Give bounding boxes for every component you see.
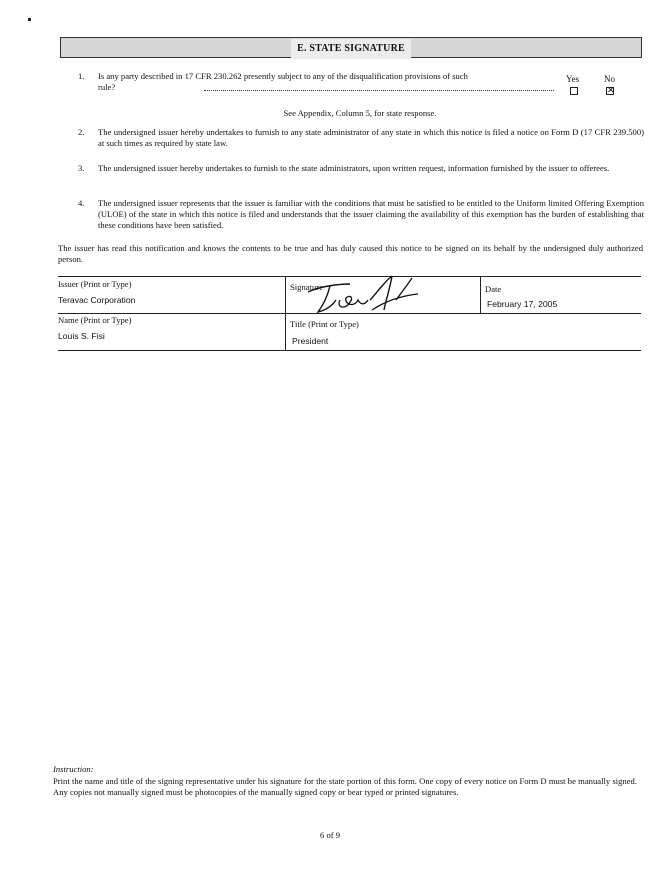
scan-speck	[28, 18, 31, 21]
issuer-field[interactable]: Teravac Corporation	[58, 295, 136, 305]
title-field[interactable]: President	[292, 336, 329, 346]
form-divider-1	[285, 276, 286, 350]
yes-checkbox[interactable]	[570, 87, 578, 95]
instruction-text: Print the name and title of the signing representative under his signature for the state portion of this form. One copy of every notice on Form D must be manually signed. Any copies not manually signed must be photocopies of the manually signed copy or bear typed or printed signatures.	[53, 776, 637, 797]
item-number: 1.	[78, 71, 85, 81]
declaration-text: The issuer has read this notification and knows the contents to be true and has duly caused this notice to be signed on its behalf by the undersigned duly authorized person.	[58, 243, 643, 264]
date-label: Date	[485, 284, 502, 294]
issuer-label: Issuer (Print or Type)	[58, 279, 132, 289]
dotted-leader	[204, 90, 554, 91]
item-number: 3.	[78, 163, 85, 173]
item-text: The undersigned issuer hereby undertakes to furnish to the state administrators, upon written request, information furnished by the issuer to offerees.	[98, 163, 610, 173]
section-header	[60, 37, 642, 58]
form-bottom-rule	[58, 350, 641, 351]
name-label: Name (Print or Type)	[58, 315, 132, 325]
signature-label: Signature	[290, 282, 323, 292]
item-text: The undersigned issuer represents that the issuer is familiar with the conditions that must be satisfied to be entitled to the Uniform limited Offering Exemption (ULOE) of the state in which this notice is filed and understands that the issuer claiming the availability of this exemption has the burden of establishing that these conditions have been satisfied.	[98, 198, 644, 230]
no-checkbox[interactable]: ✕	[607, 86, 615, 96]
item-number: 2.	[78, 127, 85, 137]
form-divider-2	[480, 276, 481, 313]
yes-label: Yes	[566, 74, 580, 84]
section-title: E. STATE SIGNATURE	[291, 39, 411, 59]
no-label: No	[604, 74, 615, 84]
title-label: Title (Print or Type)	[290, 319, 359, 329]
item-number: 4.	[78, 198, 85, 208]
name-field[interactable]: Louis S. Fisi	[58, 331, 105, 341]
date-field[interactable]: February 17, 2005	[487, 299, 558, 309]
item-text: The undersigned issuer hereby undertakes to furnish to any state administrator of any state in which this notice is filed a notice on Form D (17 CFR 239.500) at such times as required by state law.	[98, 127, 644, 148]
instruction-title: Instruction:	[53, 764, 94, 774]
handwritten-signature	[300, 270, 430, 322]
item-text: Is any party described in 17 CFR 230.262 presently subject to any of the disqualification provisions of such rule?	[98, 71, 468, 92]
page-number: 6 of 9	[320, 830, 341, 840]
appendix-note: See Appendix, Column 5, for state response.	[283, 108, 437, 118]
